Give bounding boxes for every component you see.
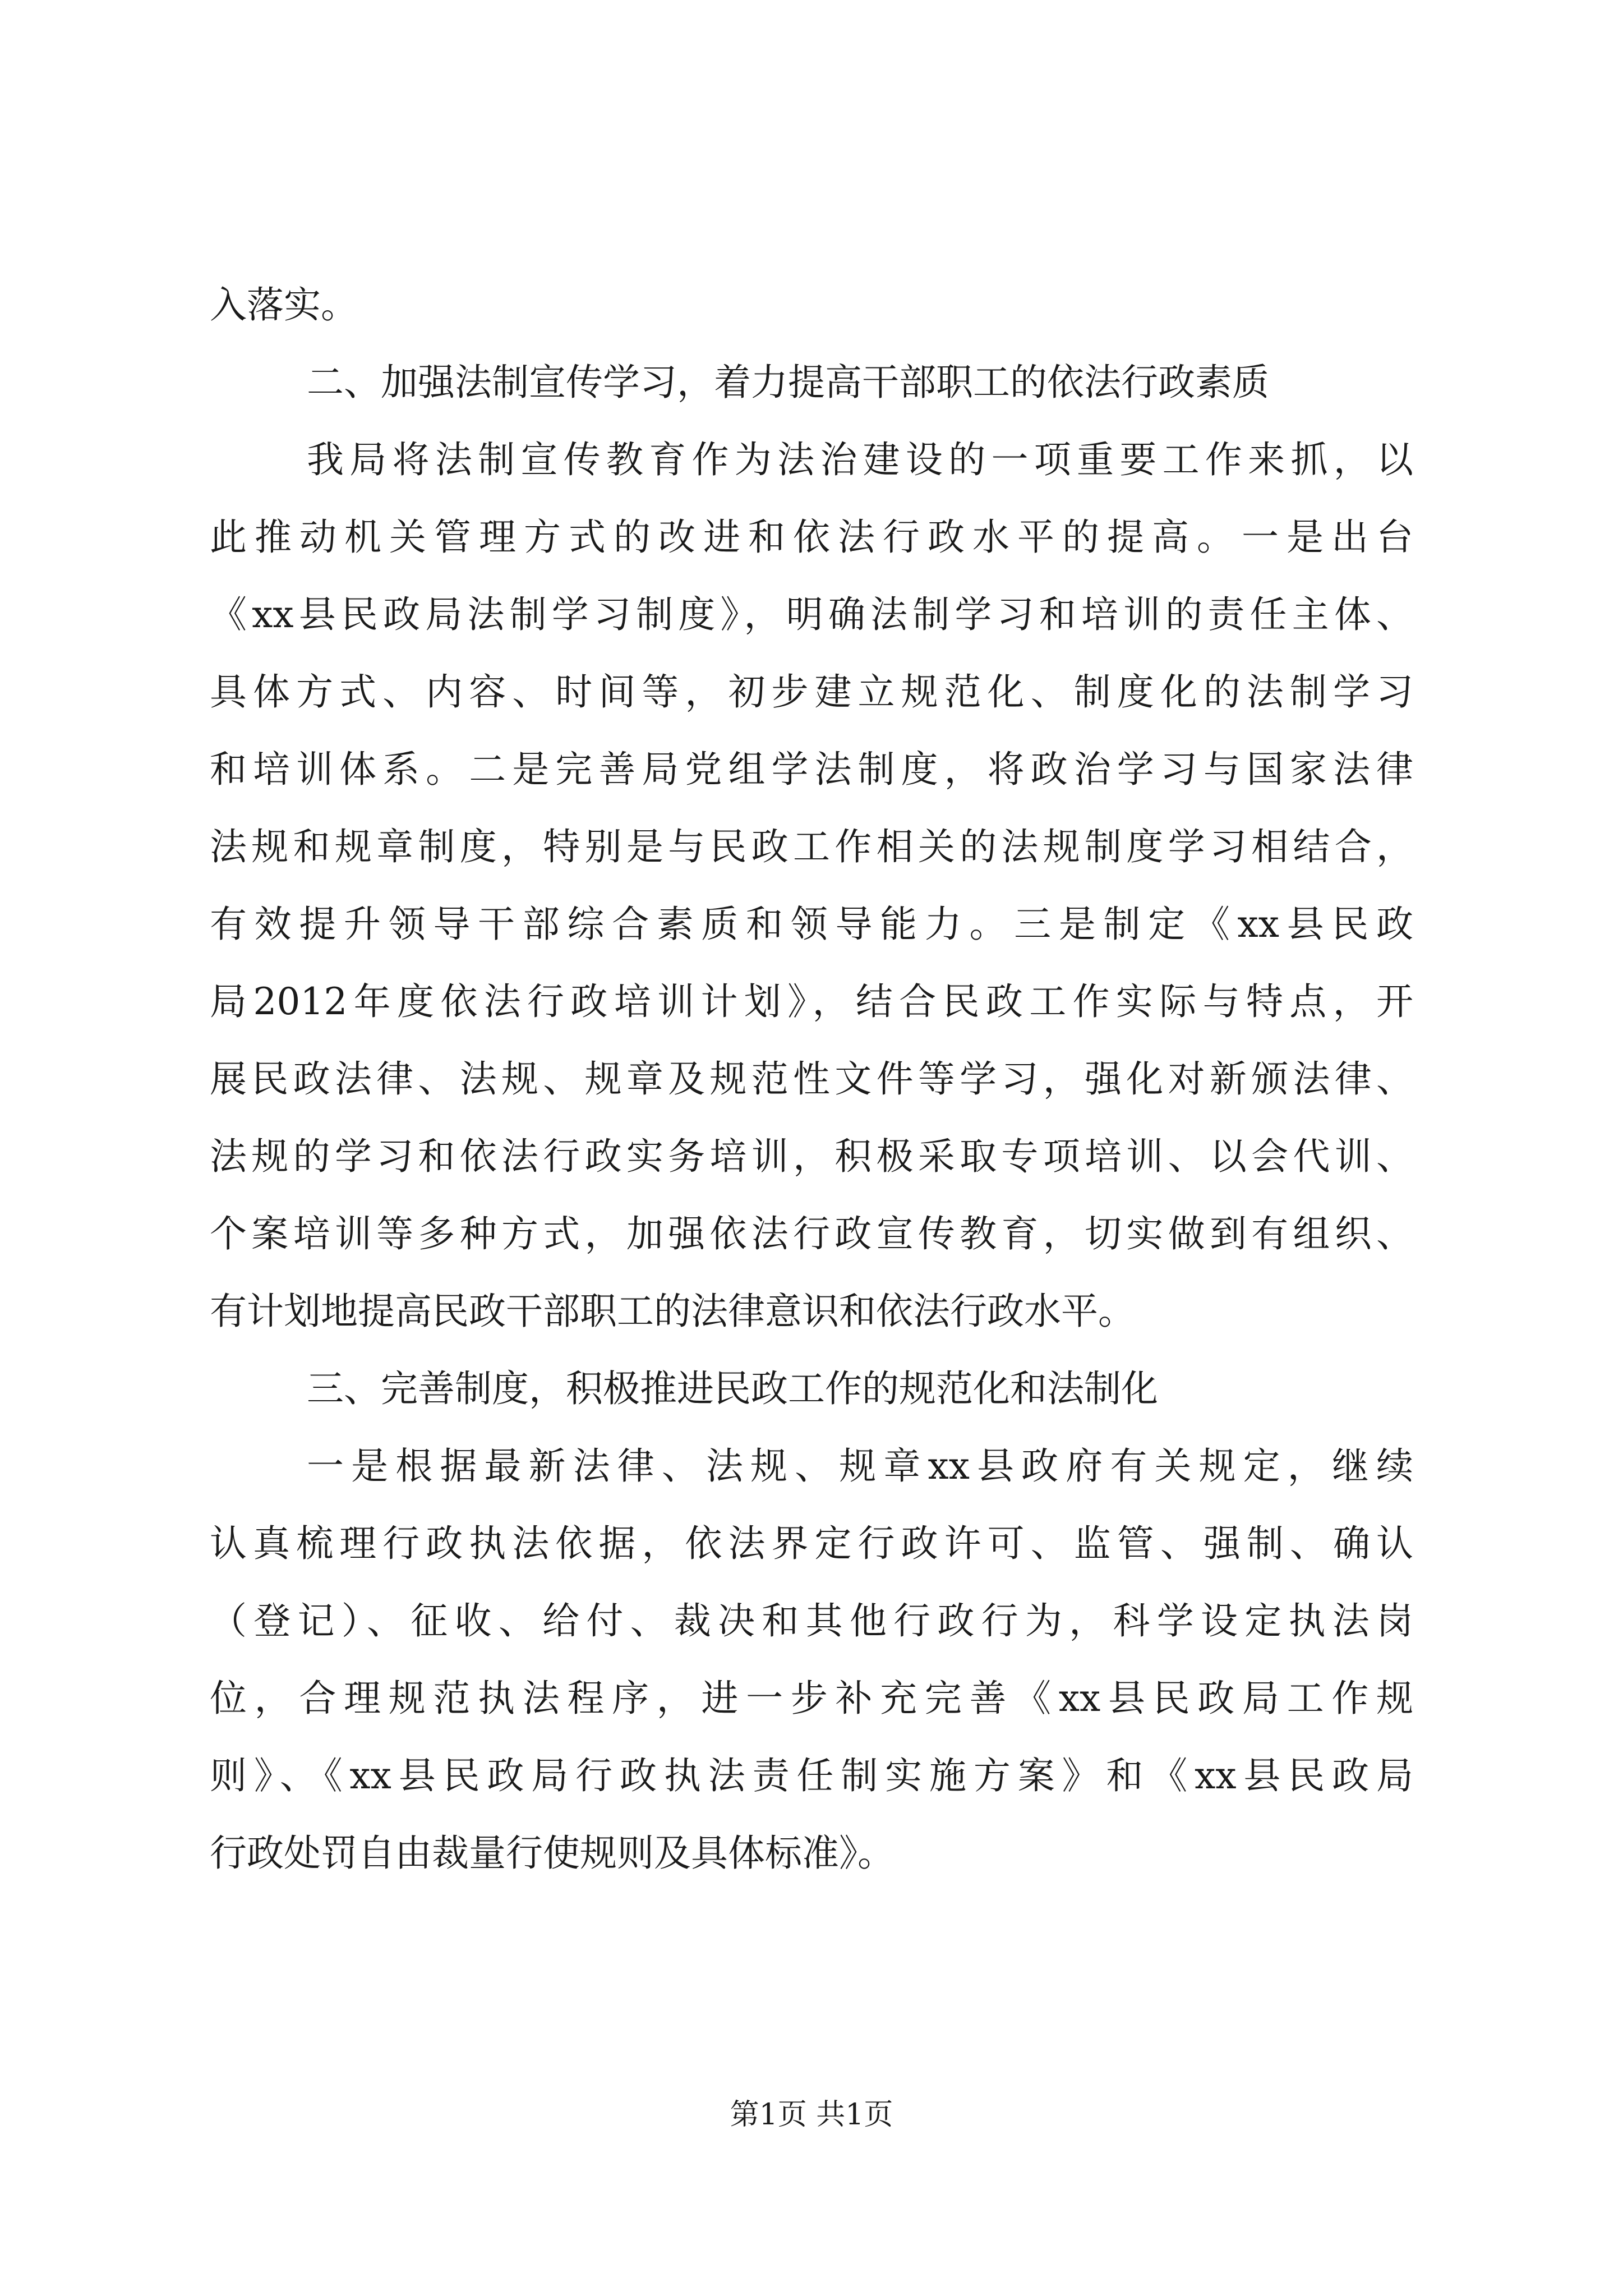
document-body xyxy=(210,266,1413,1892)
paragraph-last-line: 行政处罚自由裁量行使规则及具体标准》。 xyxy=(210,1832,895,1875)
paragraph-line: 个案培训等多种方式，加强依法行政宣传教育，切实做到有组织、 xyxy=(210,1212,1413,1255)
paragraph-line: 认真梳理行政执法依据，依法界定行政许可、监管、强制、确认 xyxy=(210,1522,1413,1565)
paragraph-line: 位，合理规范执法程序，进一步补充完善《xx县民政局工作规 xyxy=(210,1677,1413,1720)
paragraph-line: （登记）、征收、给付、裁决和其他行政行为，科学设定执法岗 xyxy=(210,1599,1413,1642)
paragraph-line: 此推动机关管理方式的改进和依法行政水平的提高。一是出台 xyxy=(210,516,1413,559)
paragraph-continuation-line: 入落实。 xyxy=(210,283,358,326)
paragraph-line: 局2012年度依法行政培训计划》，结合民政工作实际与特点，开 xyxy=(210,980,1413,1023)
paragraph-line: 法规和规章制度，特别是与民政工作相关的法规制度学习相结合， xyxy=(210,825,1413,868)
paragraph-line: 《xx县民政局法制学习制度》，明确法制学习和培训的责任主体、 xyxy=(210,593,1413,636)
section-heading-2: 二、加强法制宣传学习，着力提高干部职工的依法行政素质 xyxy=(307,361,1269,404)
page-footer: 第1页 共1页 xyxy=(730,2098,893,2132)
paragraph-line: 则》、《xx县民政局行政执法责任制实施方案》和《xx县民政局 xyxy=(210,1754,1413,1797)
paragraph-line: 我局将法制宣传教育作为法治建设的一项重要工作来抓，以 xyxy=(307,438,1413,481)
paragraph-line: 具体方式、内容、时间等，初步建立规范化、制度化的法制学习 xyxy=(210,670,1413,714)
paragraph-line: 和培训体系。二是完善局党组学法制度，将政治学习与国家法律 xyxy=(210,748,1413,791)
paragraph-last-line: 有计划地提高民政干部职工的法律意识和依法行政水平。 xyxy=(210,1290,1135,1333)
section-heading-3: 三、完善制度，积极推进民政工作的规范化和法制化 xyxy=(307,1367,1158,1410)
paragraph-line: 展民政法律、法规、规章及规范性文件等学习，强化对新颁法律、 xyxy=(210,1057,1413,1101)
paragraph-line: 有效提升领导干部综合素质和领导能力。三是制定《xx县民政 xyxy=(210,903,1413,946)
paragraph-line: 法规的学习和依法行政实务培训，积极采取专项培训、以会代训、 xyxy=(210,1135,1413,1178)
paragraph-line: 一是根据最新法律、法规、规章xx县政府有关规定，继续 xyxy=(307,1444,1413,1488)
